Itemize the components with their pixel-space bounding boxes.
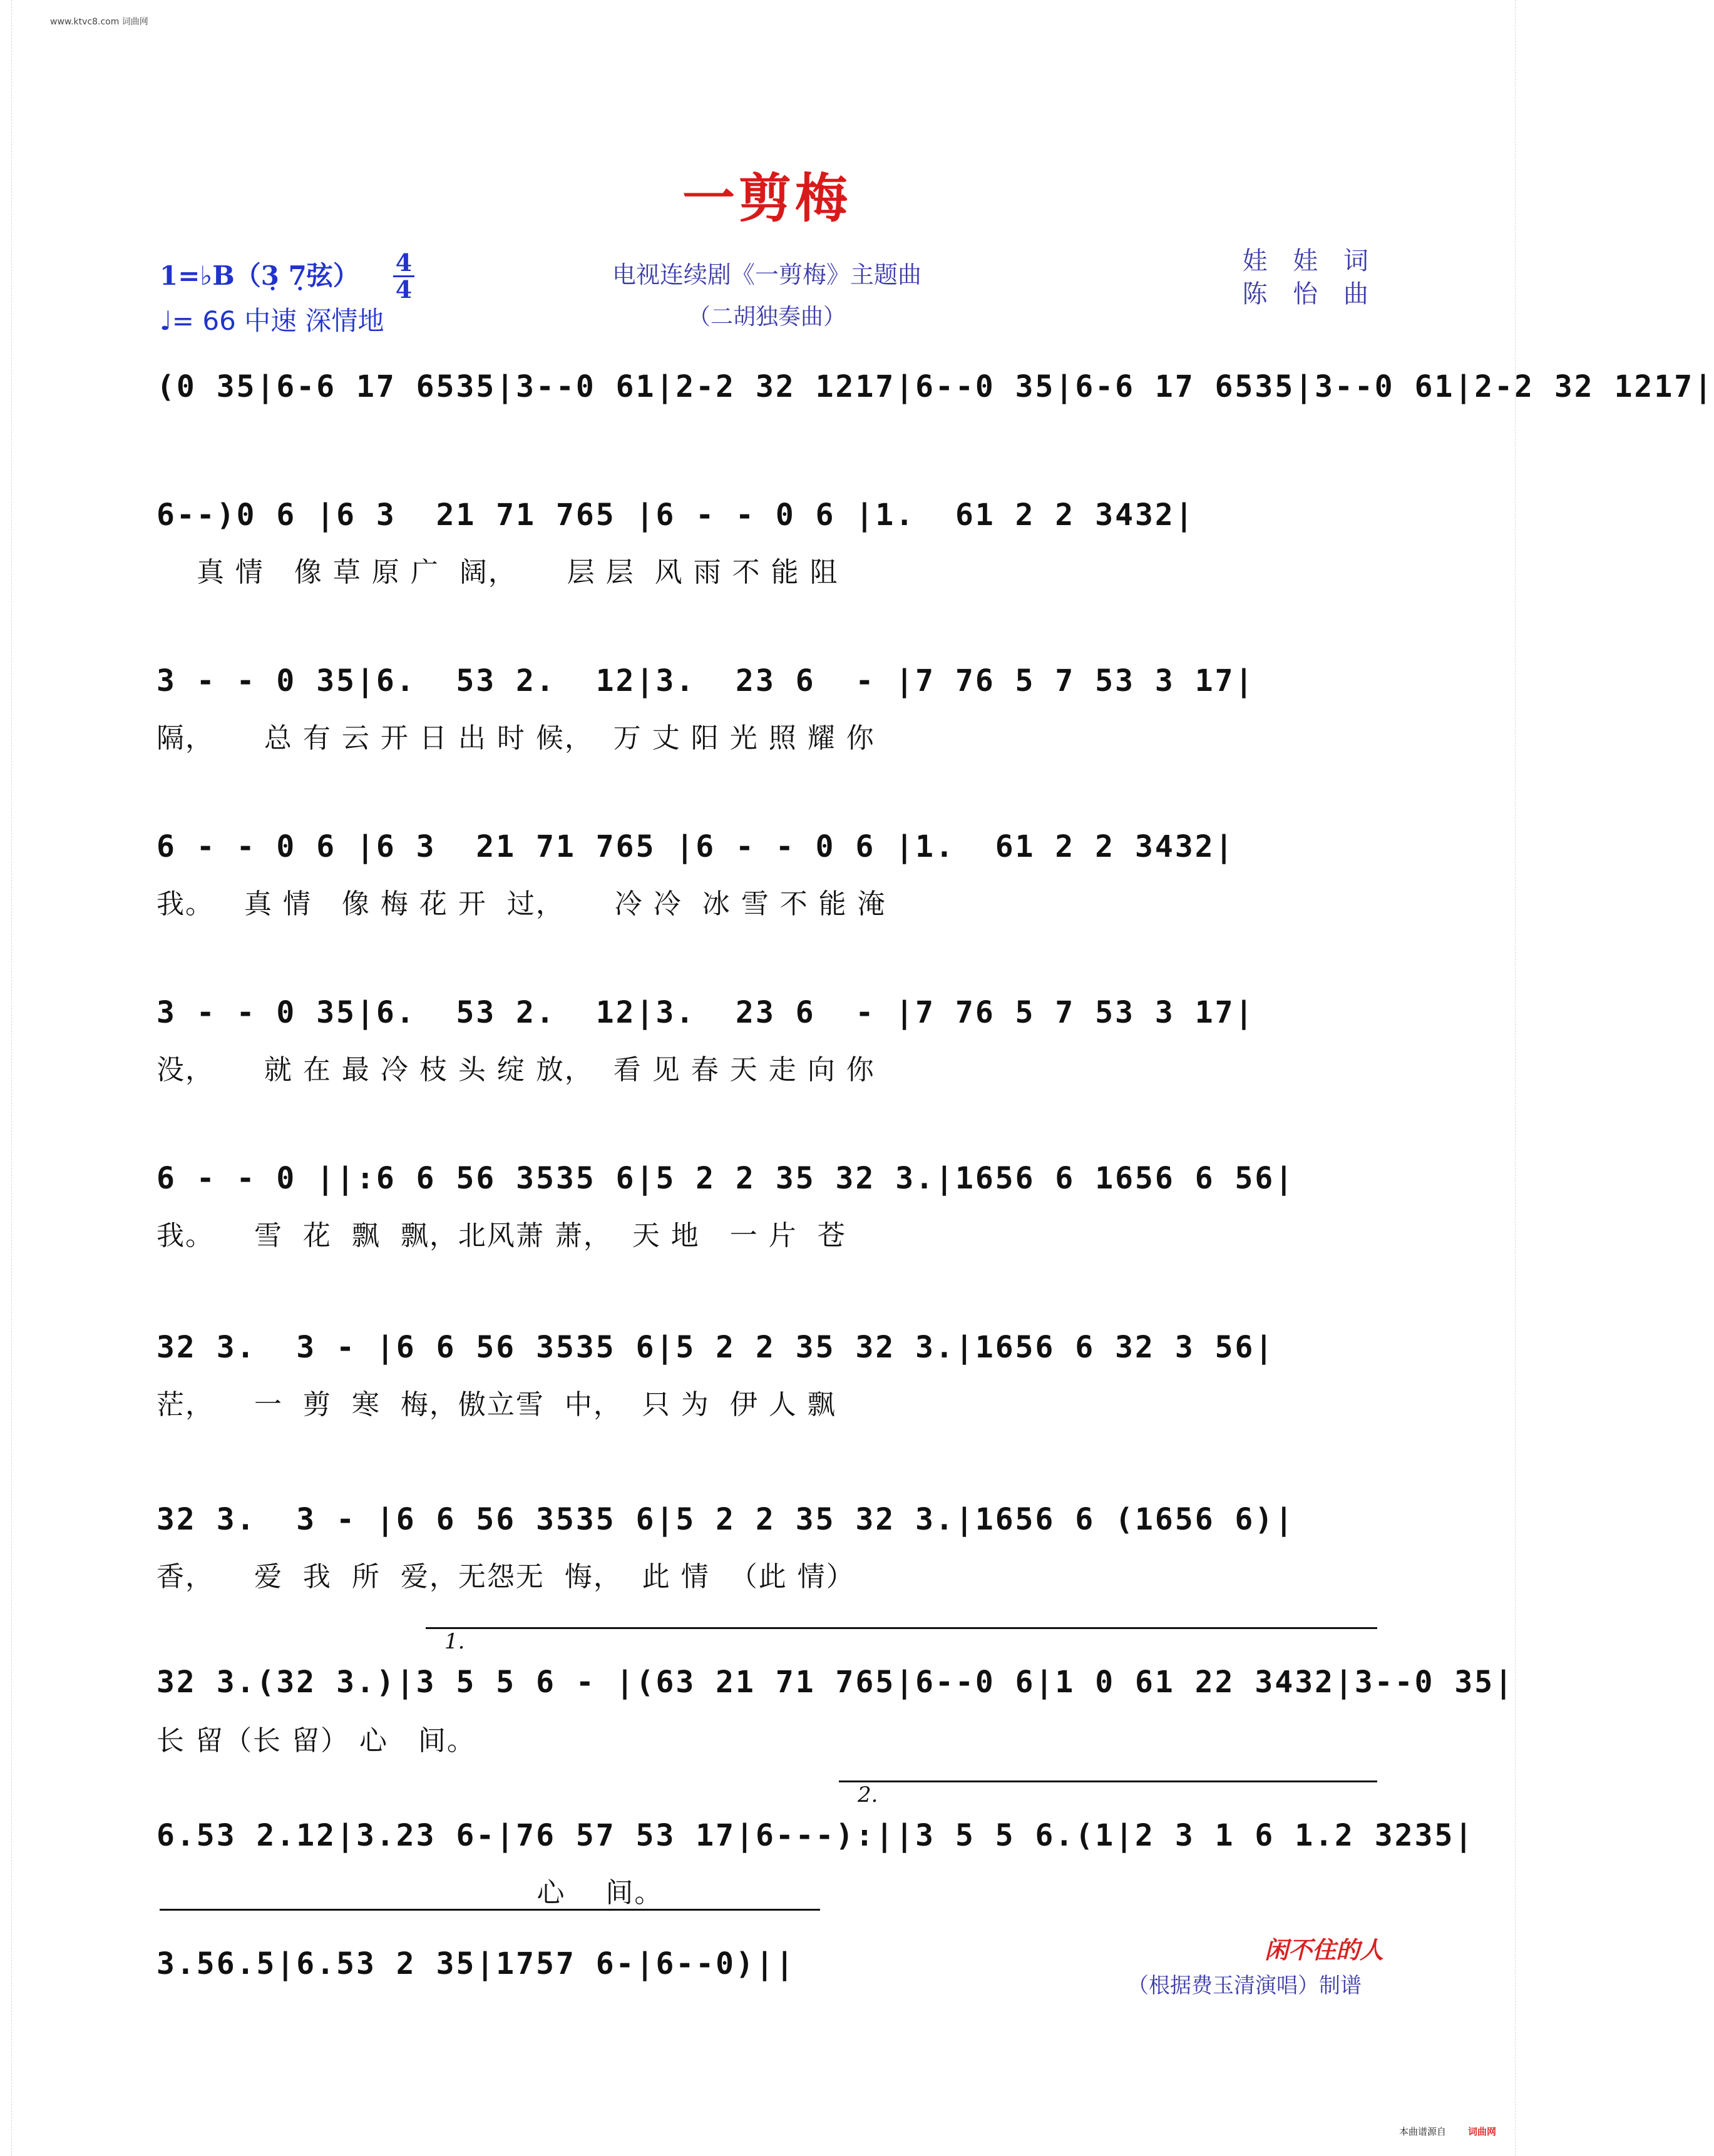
site-watermark: www.ktvc8.com 词曲网 [50,17,148,27]
score-line-9: 32 3.(32 3.)|3 5 5 6 - |(63 21 71 765|6--0 6|1 0 61 22 3432|3--0 35| [157,1665,1515,1700]
volta-2-label: 2. [858,1782,878,1807]
composer-credit: 陈 怡 曲 [1242,280,1377,309]
lyrics-line-2: 真 情 像 草 原 广 阔， 层 层 风 雨 不 能 阻 [157,556,839,588]
lyrics-line-9: 长 留（长 留） 心 间。 [157,1725,476,1757]
score-line-10: 6.53 2.12|3.23 6-|76 57 53 17|6---):||3 5 5 6.(1|2 3 1 6 1.2 3235| [157,1818,1475,1853]
lyrics-line-3: 隔， 总 有 云 开 日 出 时 候， 万 丈 阳 光 照 耀 你 [157,722,875,754]
subtitle: 电视连续剧《一剪梅》主题曲 [612,261,921,289]
volta-1-bracket [426,1627,1377,1629]
time-top: 4 [395,248,413,277]
footer-source: 本曲谱源自 [1398,2126,1446,2137]
lyrics-line-7: 茫， 一 剪 寒 梅，傲立雪 中， 只 为 伊 人 飘 [157,1389,836,1421]
score-line-11: 3.56.5|6.53 2 35|1757 6-|6--0)|| [157,1946,796,1981]
score-line-8: 32 3. 3 - |6 6 56 3535 6|5 2 2 35 32 3.|1656 6 (1656 6)| [157,1502,1295,1537]
score-line-4: 6 - - 0 6 |6 3 21 71 765 |6 - - 0 6 |1. 61 2 2 3432| [157,829,1235,864]
lyrics-line-5: 没， 就 在 最 冷 枝 头 绽 放， 看 见 春 天 走 向 你 [157,1054,875,1086]
score-line-5: 3 - - 0 35|6. 53 2. 12|3. 23 6 - |7 76 5 7 53 3 17| [157,995,1255,1030]
score-line-6: 6 - - 0 ||:6 6 56 3535 6|5 2 2 35 32 3.|1656 6 1656 6 56| [157,1161,1295,1196]
arrangement-credit: （根据费玉清演唱）制谱 [1127,1973,1362,1998]
arranger-signature: 闲不住的人 [1264,1936,1383,1964]
lyricist-credit: 娃 娃 词 [1242,247,1377,275]
score-line-7: 32 3. 3 - |6 6 56 3535 6|5 2 2 35 32 3.|1656 6 32 3 56| [157,1330,1275,1365]
lyrics-line-8: 香， 爱 我 所 爱，无怨无 悔， 此 情 （此 情） [157,1561,855,1593]
lyrics-line-4: 我。 真 情 像 梅 花 开 过， 冷 冷 冰 雪 不 能 淹 [157,888,886,920]
volta-1-label: 1. [444,1629,465,1654]
lyrics-line-10: 心 间。 [157,1877,664,1909]
time-bottom: 4 [395,275,413,304]
score-line-1: (0 35|6-6 17 6535|3--0 61|2-2 32 1217|6--0 35|6-6 17 6535|3--0 61|2-2 32 1217| [157,369,1714,404]
footer-site: 词曲网 [1467,2126,1496,2137]
lyrics-line-6: 我。 雪 花 飘 飘，北风萧 萧， 天 地 一 片 苍 [157,1220,846,1252]
song-title: 一剪梅 [682,167,851,229]
volta-2-bracket [839,1780,1377,1782]
coda-bracket [160,1909,820,1911]
tempo-marking: ♩= 66 中速 深情地 [160,305,384,336]
instrument-subtitle: （二胡独奏曲） [687,304,846,330]
score-line-2: 6--)0 6 |6 3 21 71 765 |6 - - 0 6 |1. 61 2 2 3432| [157,498,1195,533]
key-signature: 1=♭B（3̣ 7̣弦） [160,260,359,291]
score-line-3: 3 - - 0 35|6. 53 2. 12|3. 23 6 - |7 76 5 7 53 3 17| [157,663,1255,698]
